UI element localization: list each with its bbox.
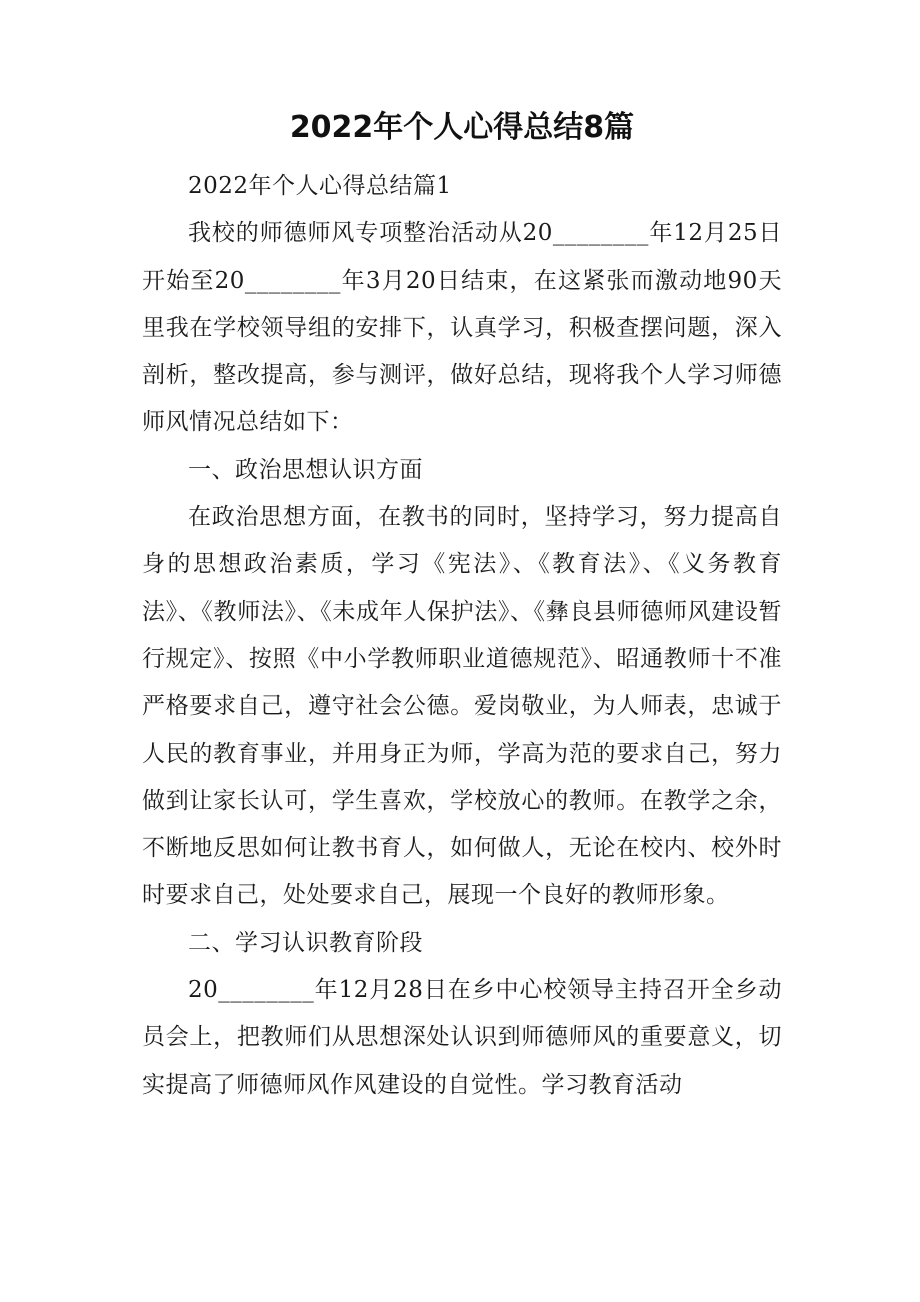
- paragraph-political: 在政治思想方面，在教书的同时，坚持学习，努力提高自身的思想政治素质，学习《宪法》、《教育法》、《义务教育法》、《教师法》、《未成年人保护法》、《彝良县师德师风建设暂行规定》、按照《中小学教师职业道德规范》、昭通教师十不准严格要求自己，遵守社会公德。爱岗敬业，为人师表，忠诚于人民的教育事业，并用身正为师，学高为范的要求自己，努力做到让家长认可，学生喜欢，学校放心的教师。在教学之余，不断地反思如何让教书育人，如何做人，无论在校内、校外时时要求自己，处处要求自己，展现一个良好的教师形象。: [142, 504, 782, 909]
- section-heading-study: 二、学习认识教育阶段: [188, 929, 423, 956]
- paragraph-intro: 我校的师德师风专项整治活动从20________年12月25日开始至20________年3月20日结束，在这紧张而激动地90天里我在学校领导组的安排下，认真学习，积极查摆问题，深入剖析，整改提高，参与测评，做好总结，现将我个人学习师德师风情况总结如下：: [142, 220, 782, 436]
- document-body: [142, 163, 782, 1109]
- document-title: 2022年个人心得总结8篇: [289, 110, 635, 145]
- paragraph-study: 20________年12月28日在乡中心校领导主持召开全乡动员会上，把教师们从思想深处认识到师德师风的重要意义，切实提高了师德师风作风建设的自觉性。学习教育活动: [142, 977, 782, 1098]
- section-heading-political: 一、政治思想认识方面: [188, 456, 423, 483]
- section-heading-1: 2022年个人心得总结篇1: [188, 173, 452, 199]
